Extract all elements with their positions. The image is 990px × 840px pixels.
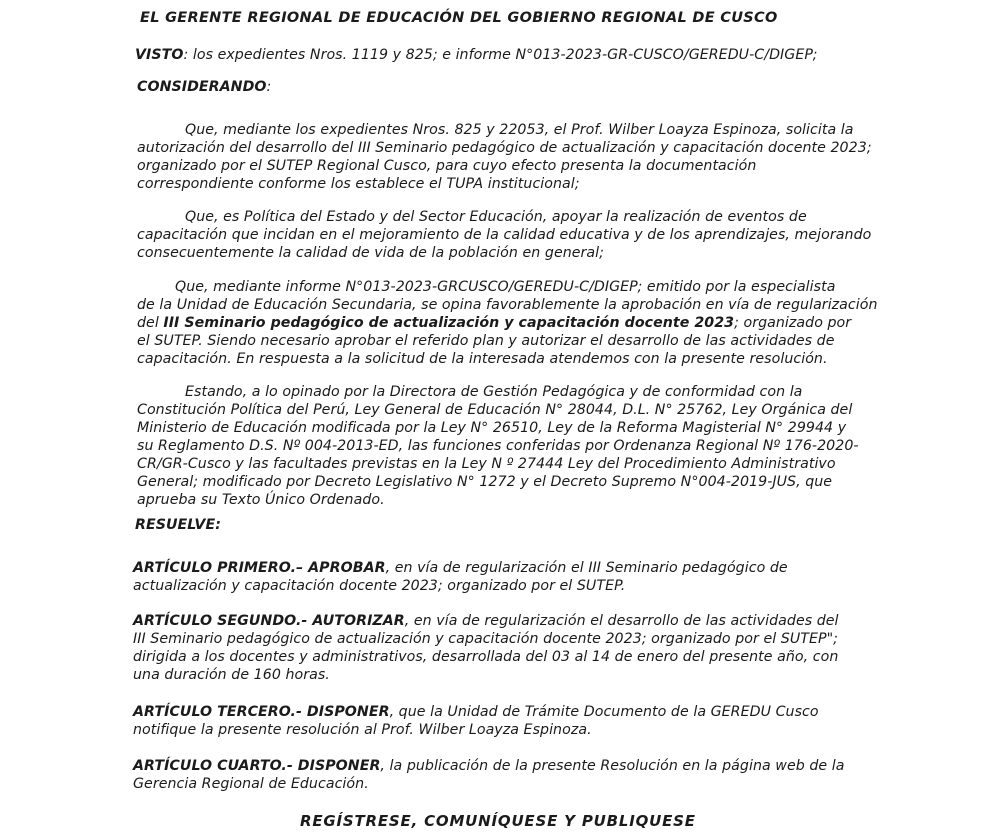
articulo2-line4: una duración de 160 horas. — [133, 667, 330, 683]
paragraph3-line5: capacitación. En respuesta a la solicitud de la interesada atendemos con la presente resolución. — [137, 351, 828, 367]
articulo3-line2: notifique la presente resolución al Prof. Wilber Loayza Espinoza. — [133, 722, 592, 738]
articulo4-line1 — [133, 758, 844, 774]
paragraph4-line2: Constitución Política del Perú, Ley General de Educación N° 28044, D.L. N° 25762, Ley Orgánica del — [137, 402, 853, 418]
articulo2-label: ARTÍCULO SEGUNDO.- AUTORIZAR — [133, 613, 405, 629]
articulo2-line3: dirigida a los docentes y administrativos, desarrollada del 03 al 14 de enero del presente año, con — [133, 649, 839, 665]
document-title: EL GERENTE REGIONAL DE EDUCACIÓN DEL GOBIERNO REGIONAL DE CUSCO — [140, 10, 778, 26]
paragraph3-line1: Que, mediante informe N°013-2023-GRCUSCO/GEREDU-C/DIGEP; emitido por la especialista — [175, 279, 836, 295]
articulo3-text1: , que la Unidad de Trámite Documento de la GEREDU Cusco — [389, 704, 819, 720]
articulo1-text1: , en vía de regularización el III Seminario pedagógico de — [385, 560, 788, 576]
articulo4-line2: Gerencia Regional de Educación. — [133, 776, 369, 792]
visto-line — [135, 47, 818, 63]
paragraph4-line6: General; modificado por Decreto Legislativo N° 1272 y el Decreto Supremo N°004-2019-JUS, que — [137, 474, 833, 490]
articulo1-line2: actualización y capacitación docente 2023; organizado por el SUTEP. — [133, 578, 626, 594]
articulo1-label: ARTÍCULO PRIMERO.– APROBAR — [133, 560, 386, 576]
considerando-line — [137, 79, 271, 95]
paragraph4-line3: Ministerio de Educación modificada por la Ley N° 26510, Ley de la Reforma Magisterial N° 29944 y — [137, 420, 847, 436]
paragraph2-line3: consecuentemente la calidad de vida de la población en general; — [137, 245, 604, 261]
paragraph3-line3-pre: del — [137, 315, 164, 331]
visto-label: VISTO — [135, 47, 184, 63]
articulo4-label: ARTÍCULO CUARTO.- DISPONER — [133, 758, 381, 774]
paragraph4-line5: CR/GR-Cusco y las facultades previstas en la Ley N º 27444 Ley del Procedimiento Administrativo — [137, 456, 836, 472]
paragraph4-line7: aprueba su Texto Único Ordenado. — [137, 492, 385, 508]
paragraph3-line3-post: ; organizado por — [734, 315, 852, 331]
articulo2-line2: III Seminario pedagógico de actualización y capacitación docente 2023; organizado por el SUTEP"; — [133, 631, 839, 647]
seminario-title-bold: III Seminario pedagógico de actualización y capacitación docente 2023 — [163, 315, 735, 331]
articulo3-label: ARTÍCULO TERCERO.- DISPONER — [133, 704, 390, 720]
paragraph1-line1: Que, mediante los expedientes Nros. 825 y 22053, el Prof. Wilber Loayza Espinoza, solicita la — [185, 122, 854, 138]
articulo2-line1 — [133, 613, 839, 629]
paragraph3-line4: el SUTEP. Siendo necesario aprobar el referido plan y autorizar el desarrollo de las actividades de — [137, 333, 835, 349]
paragraph4-line4: su Reglamento D.S. Nº 004-2013-ED, las funciones conferidas por Ordenanza Regional Nº 176-2020- — [137, 438, 859, 454]
paragraph3-line2: de la Unidad de Educación Secundaria, se opina favorablemente la aprobación en vía de regularización — [137, 297, 878, 313]
paragraph2-line1: Que, es Política del Estado y del Sector Educación, apoyar la realización de eventos de — [185, 209, 807, 225]
paragraph3-line3 — [137, 315, 851, 331]
articulo4-text1: , la publicación de la presente Resolución en la página web de la — [380, 758, 845, 774]
resuelve-heading: RESUELVE: — [135, 517, 221, 533]
articulo3-line1 — [133, 704, 819, 720]
considerando-colon: : — [266, 79, 272, 95]
paragraph1-line4: correspondiente conforme los establece el TUPA institucional; — [137, 176, 580, 192]
articulo2-text1: , en vía de regularización el desarrollo de las actividades del — [404, 613, 839, 629]
paragraph4-line1: Estando, a lo opinado por la Directora de Gestión Pedagógica y de conformidad con la — [185, 384, 803, 400]
considerando-label: CONSIDERANDO — [137, 79, 267, 95]
articulo1-line1 — [133, 560, 788, 576]
closing-statement: REGÍSTRESE, COMUNÍQUESE Y PUBLIQUESE — [300, 812, 696, 830]
paragraph2-line2: capacitación que incidan en el mejoramiento de la calidad educativa y de los aprendizajes, mejorando — [137, 227, 872, 243]
visto-text: : los expedientes Nros. 1119 y 825; e informe N°013-2023-GR-CUSCO/GEREDU-C/DIGEP; — [183, 47, 818, 63]
paragraph1-line3: organizado por el SUTEP Regional Cusco, para cuyo efecto presenta la documentación — [137, 158, 757, 174]
paragraph1-line2: autorización del desarrollo del III Seminario pedagógico de actualización y capacitación docente 2023; — [137, 140, 872, 156]
